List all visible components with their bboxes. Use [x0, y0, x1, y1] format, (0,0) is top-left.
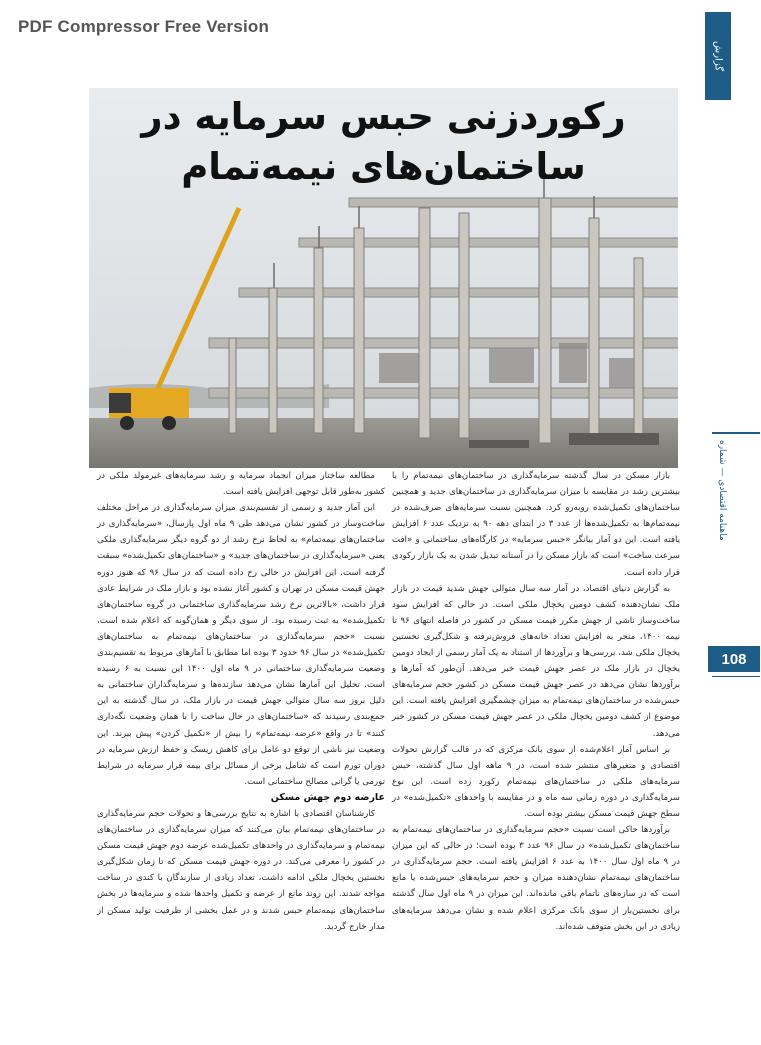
section-tab: گزارش [705, 12, 731, 100]
column-right [392, 468, 680, 935]
watermark: PDF Compressor Free Version [18, 17, 270, 36]
paragraph: این آمار جدید و رسمی از تقسیم‌بندی میزان سرمایه‌گذاری در مراحل مختلف ساخت‌وساز در کشور نشان می‌دهد طی ۹ ماه اول پارسال، «سرمایه‌گذاری در ساختمان‌های نیمه‌تمام» به لحاظ نرخ رشد از دو گروه دیگر سرمایه‌گذاری ملکی یعنی «سرمایه‌گذاری در ساختمان‌های جدید» و «ساختمان‌های تکمیل‌شده» سبقت گرفته است. این افزایش در حالی رخ داده است که در سال ۹۶ که هنوز دوره جهش قیمت مسکن در تهران و کشور آغاز نشده بود و بازار ملک در شرایط عادی قرار داشت، «بالاترین نرخ رشد سرمایه‌گذاری ساختمانی در گروه ساختمان‌های تکمیل‌شده» به ثبت رسیده بود. از سوی دیگر و همان‌گونه که اعلام شده است، نسبت «حجم سرمایه‌گذاری در ساختمان‌های نیمه‌تمام به ساختمان‌های تکمیل‌شده» در سال ۹۶ حدود ۳ بوده اما مطابق با آمارهای مربوط به تقسیم‌بندی وضعیت سرمایه‌گذاری ساختمانی در ۹ ماه اول ۱۴۰۰ این نسبت به ۶ رسیده است. تحلیل این آمارها نشان می‌دهد سازنده‌ها و سرمایه‌گذاران ساختمانی به دلیل بروز سه سال متوالی جهش قیمت در بازار ملک، در سال گذشته به این جمع‌بندی رسیدند که «ساختمان‌های در حال ساخت را با همان وضعیت نگه‌داری کنند» تا در واقع «عرضه نیمه‌تمام» را بیش از «تکمیل کردن» پیش ببرند. این وضعیت نیز ناشی از توقع دو عامل برای کاهش ریسک و حفظ ارزش سرمایه در دوران تورم است که شامل برخی از مسائل برای بیمه فرار سرمایه در شرایط تورمی یا گرانی مصالح ساختمانی است. [97, 503, 385, 787]
paragraph: بر اساس آمار اعلام‌شده از سوی بانک مرکزی که در قالب گزارش تحولات اقتصادی و متغیرهای منتشر شده است، در ۹ ماهه اول سال گذشته، حبس سرمایه‌های ملکی در ساختمان‌های نیمه‌تمام رکورد زده است. این نوع سرمایه‌گذاری در دوره زمانی سه ماه و در مقایسه با واحدهای «تکمیل‌شده» در سطح جهش قیمت مسکن بیشتر بوده است. [392, 744, 680, 819]
paragraph: کارشناسان اقتصادی با اشاره به نتایج بررسی‌ها و تحولات حجم سرمایه‌گذاری در ساختمان‌های نیمه‌تمام بیان می‌کنند که میزان سرمایه‌گذاری در ساختمان‌های نیمه‌تمام و سرمایه‌گذاری در واحدهای تکمیل‌شده عرضه دوم جهش قیمت مسکن در کشور را معرفی می‌کند. در دوره جهش قیمت مسکن که تا زمان شکل‌گیری نخستین یخچال ملکی ادامه داشت، تعداد زیادی از سازندگان با کندی در ساخت مواجه شدند. این روند مانع از عرضه و تکمیل واحدها شده و سرمایه‌ها در بخش ساختمان‌های نیمه‌تمام حبس شدند و در عمل بخشی از ظرفیت تولید مسکن از مدار خارج گردید. [97, 808, 385, 932]
paragraph: بازار مسکن در سال گذشته سرمایه‌گذاری در ساختمان‌های نیمه‌تمام را با بیشترین رشد در مقایسه با میزان سرمایه‌گذاری در ساختمان‌های جدید و همچنین ساختمان‌های تکمیل‌شده روبه‌رو کرد. همچنین نسبت سرمایه‌های صرف‌شده در نیمه‌تمام‌ها به تکمیل‌شده‌ها از عدد ۳ در ابتدای دهه ۹۰ به نزدیک عدد ۶ افزایش یافته است. این دو آمار بیانگر «حبس سرمایه» در کارگاه‌های ساختمانی و «افت سرعت ساخت» است که بازار مسکن را در آستانه تبدیل شدن به یک بازار رکودی قرار داده است. [392, 471, 681, 578]
headline-line-2: ساختمان‌های نیمه‌تمام [181, 145, 586, 188]
headline [89, 92, 678, 192]
column-left [97, 468, 385, 935]
paragraph: برآوردها حاکی است نسبت «حجم سرمایه‌گذاری در ساختمان‌های نیمه‌تمام به ساختمان‌های تکمیل‌شده» در سال ۹۶ عدد ۳ بوده است؛ در حالی که این میزان در ۹ ماه اول سال ۱۴۰۰ به عدد ۶ افزایش یافته است. حجم سرمایه‌گذاری در ساختمان‌های نیمه‌تمام نشان‌دهنده میزان و حجم سرمایه‌های حبس‌شده یا مانع است که در سازه‌های ناتمام باقی مانده‌اند. این میزان در ۹ ماه اول سال گذشته برای نخستین‌بار از سوی بانک مرکزی اعلام شده و نشان می‌دهد سرمایه‌های زیادی در این بخش متوقف شده‌اند. [392, 825, 680, 932]
paragraph: مطالعه ساختار میزان انجماد سرمایه و رشد سرمایه‌های غیرمولد ملکی در کشور به‌طور قابل توجهی افزایش یافته است. [97, 471, 385, 498]
headline-line-1: رکوردزنی حبس سرمایه در [141, 95, 626, 138]
side-rule [712, 432, 760, 434]
subhead: عارضه دوم جهش مسکن [270, 791, 385, 803]
page-number: 108 [708, 646, 760, 672]
side-rule-bottom [712, 676, 760, 677]
side-strip: ماهنامه اقتصادی — شماره [717, 440, 727, 541]
paragraph: به گزارش دنیای اقتصاد، در آمار سه سال متوالی جهش شدید قیمت در بازار ملک نشان‌دهنده کشف دومین یخچال ملکی است. در حالی که افزایش سود ساخت‌وساز ناشی از جهش مکرر قیمت مسکن در کشور در فاصله انتهای ۹۶ تا نیمه ۱۴۰۰، منجر به افزایش تعداد خانه‌های فروش‌نرفته و شکل‌گیری نخستین یخچال ملکی شد، بررسی‌ها و برآوردها از استناد به یک آمار رسمی از ایجاد دومین یخچال در بازار ملک در عصر جهش قیمت خبر می‌دهد. آن‌طور که آمارها و برآوردها نشان می‌دهد در عصر جهش قیمت مسکن در کشور حجم سرمایه‌های حبس‌شده در ساختمان‌های نیمه‌تمام به میزان چشمگیری افزایش یافته است. این موضوع از کشف دومین یخچال ملکی در عصر جهش قیمت مسکن در کشور خبر می‌دهد. [392, 583, 680, 739]
